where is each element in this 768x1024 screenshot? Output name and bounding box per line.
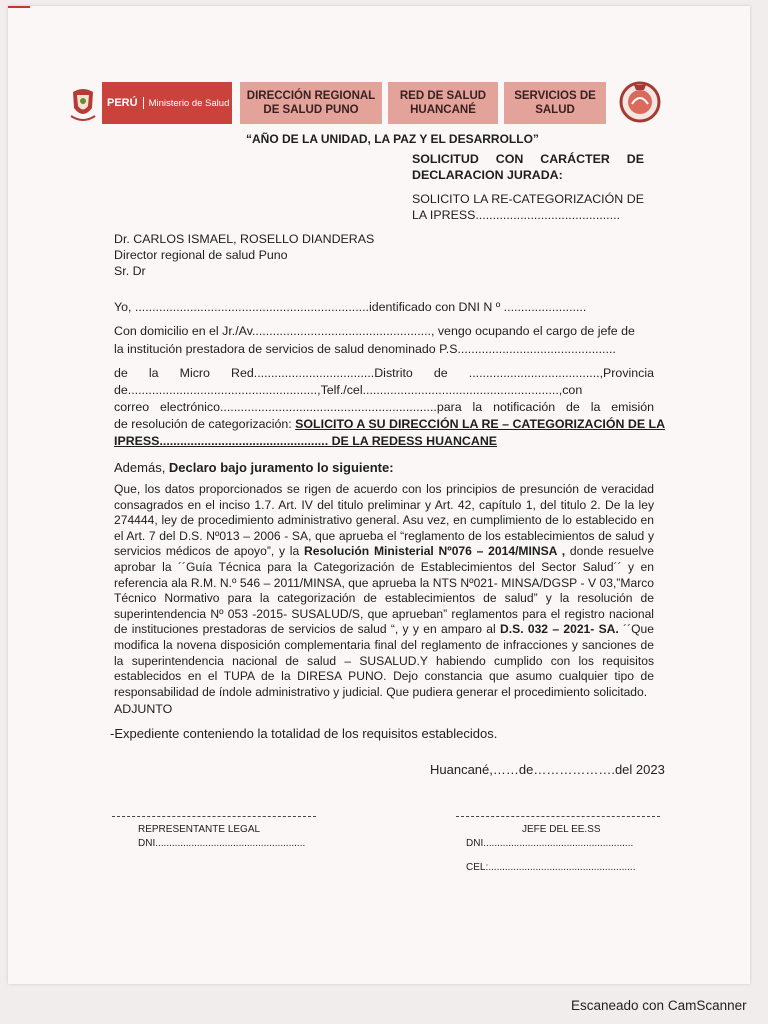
declaration-bold-ds: D.S. 032 – 2021- SA. [500, 622, 619, 637]
date-line: Huancané,……de……………….del 2023 [430, 762, 665, 777]
form-line-email: correo electrónico...............................................................para la notificación de la emisión [114, 400, 654, 414]
servicios-line2: SALUD [535, 104, 575, 116]
request-subject-line1: SOLICITO LA RE-CATEGORIZACIÓN DE [412, 192, 644, 206]
servicios-line1: SERVICIOS DE [514, 90, 596, 102]
red-salud-banner [388, 82, 498, 124]
request-subject-line2: LA IPRESS.......................................... [412, 208, 620, 222]
direccion-line2: DE SALUD PUNO [263, 104, 359, 116]
form-line-request [114, 417, 665, 432]
declaration-part3: ´´Que modifica la novena disposición complementaria final del reglamento de infracciones y sanciones de la superintendencia nacional de salud – SUSALUD.Y habiendo cumplido con los requisitos establecidos en el TUPA de la DIRESA PUNO. Dejo constancia que asumo cualquier tipo de responsabilidad de índole administrativo y judicial. Que pudiera generar el procedimiento solicitado. [114, 622, 654, 699]
request-prefix: de resolución de categorización: [114, 417, 296, 431]
declaration-lead [114, 460, 394, 475]
form-line-name: Yo, ....................................................................identificado con DNI N º ........................ [114, 300, 587, 314]
regional-seal-icon [618, 80, 662, 124]
left-signature-line [112, 816, 316, 817]
attachment-item: -Expediente conteniendo la totalidad de los requisitos establecidos. [110, 726, 498, 741]
right-signature-title: JEFE DEL EE.SS [522, 824, 601, 835]
form-line-ipress: IPRESS................................................. DE LA REDESS HUANCANE [114, 434, 498, 448]
form-line-address: Con domicilio en el Jr./Av...................................................., vengo ocupando el cargo de jefe de [114, 324, 635, 338]
declaration-lead-bold: Declaro bajo juramento lo siguiente: [168, 460, 394, 475]
request-title-line2: DECLARACION JURADA: [412, 168, 563, 182]
addressee-greeting: Sr. Dr [114, 264, 146, 278]
left-signature-title: REPRESENTANTE LEGAL [138, 824, 261, 835]
right-signature-cel: CEL:..................................................... [466, 862, 636, 873]
declaration-body [114, 482, 654, 700]
declaration-lead-text: Además, [114, 460, 169, 475]
peru-coat-of-arms-icon [70, 86, 96, 122]
request-title-line1: SOLICITUD CON CARÁCTER DE [412, 152, 644, 166]
right-signature-dni: DNI...................................................... [466, 838, 634, 849]
scan-mark [8, 6, 30, 8]
form-line-institution: la institución prestadora de servicios de salud denominado P.S.............................................. [114, 342, 616, 356]
form-line-phone: de.......................................................,Telf./cel.........................................................,con [114, 383, 583, 397]
addressee-name: Dr. CARLOS ISMAEL, ROSELLO DIANDERAS [114, 232, 375, 246]
right-signature-line [456, 816, 660, 817]
year-motto: “AÑO DE LA UNIDAD, LA PAZ Y EL DESARROLLO” [246, 132, 539, 146]
servicios-salud-banner [504, 82, 606, 124]
red-line2: HUANCANÉ [410, 104, 476, 116]
attachment-label: ADJUNTO [114, 702, 173, 716]
declaration-part2: donde resuelve aprobar la ´´Guía Técnica para la Categorización de Establecimientos del Sector Salud´´ y en referencia ala R.M. N.º 546 – 2011/MINSA, que aprueba la NTS Nº021- MINSA/DGSP - V 03,”Marco Técnico Normativo para la categorización de establecimientos de salud” y la resolución de superintendencia Nº 053 -2015- SUSALUD/S, que aprueban” reglamentos para el registro nacional de instituciones prestadoras de servicios de salud “, y y en amparo al [114, 544, 654, 637]
left-signature-dni: DNI...................................................... [138, 838, 306, 849]
camscanner-watermark: Escaneado con CamScanner [571, 998, 747, 1013]
ministerio-label: Ministerio de Salud [148, 97, 230, 109]
ministerio-salud-logo [102, 82, 232, 124]
declaration-part1: Que, los datos proporcionados se rigen de acuerdo con los principios de presunción de veracidad consagrados en el inciso 1.7. Art. IV del titulo preliminar y Art. 42, capítulo 1, del titulo 2. De la ley 274444, ley de procedimiento administrativo general. Asu vez, en cumplimiento de lo establecido en el Art. 7 del D.S. Nº013 – 2006 - SA, que aprueba el “reglamento de los establecimientos de salud y servicios médicos de apoyo”, y la [114, 482, 654, 559]
peru-label: PERÚ [102, 97, 144, 109]
request-emphasis: SOLICITO A SU DIRECCIÓN LA RE – CATEGORIZACIÓN DE LA [295, 417, 666, 431]
form-line-location: de la Micro Red...................................Distrito de ......................................,Provincia [114, 366, 654, 380]
direccion-regional-banner [240, 82, 382, 124]
direccion-line1: DIRECCIÓN REGIONAL [246, 90, 376, 102]
declaration-bold-rm: Resolución Ministerial Nº076 – 2014/MINSA , [304, 544, 566, 559]
addressee-role: Director regional de salud Puno [114, 248, 288, 262]
red-line1: RED DE SALUD [399, 90, 487, 102]
